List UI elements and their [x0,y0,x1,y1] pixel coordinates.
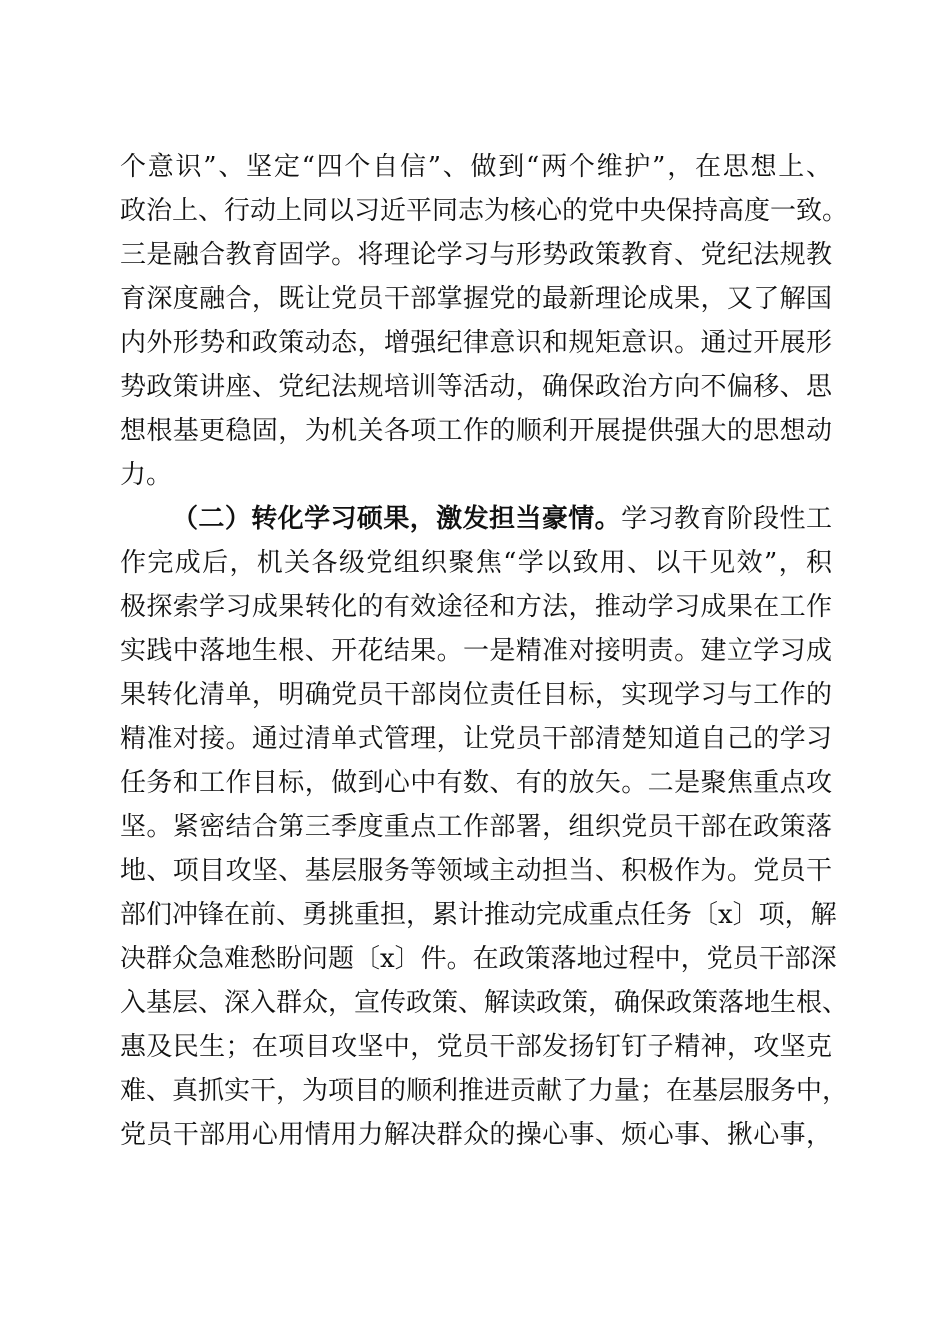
text-line: 坚。紧密结合第三季度重点工作部署，组织党员干部在政策落 [120,812,832,842]
text-line: 想根基更稳固，为机关各项工作的顺利开展提供强大的思想动 [120,416,832,446]
text-line: 决群众急难愁盼问题〔x〕件。在政策落地过程中，党员干部深 [120,944,837,974]
text-line: 入基层、深入群众，宣传政策、解读政策，确保政策落地生根、 [120,988,849,1018]
text-line: 个意识”、坚定“四个自信”、做到“两个维护”，在思想上、 [120,152,832,182]
text-line: 实践中落地生根、开花结果。一是精准对接明责。建立学习成 [120,636,832,666]
text-line: 部们冲锋在前、勇挑重担，累计推动完成重点任务〔x〕项，解 [120,900,837,930]
text-line: 党员干部用心用情用力解决群众的操心事、烦心事、揪心事， [120,1120,832,1150]
text-line: 政治上、行动上同以习近平同志为核心的党中央保持高度一致。 [120,196,849,226]
text-line: 育深度融合，既让党员干部掌握党的最新理论成果，又了解国 [120,284,832,314]
text-line: 惠及民生；在项目攻坚中，党员干部发扬钉钉子精神，攻坚克 [120,1032,832,1062]
text-line: 地、项目攻坚、基层服务等领域主动担当、积极作为。党员干 [120,856,832,886]
text-line: 任务和工作目标，做到心中有数、有的放矢。二是聚焦重点攻 [120,768,832,798]
text-line: 三是融合教育固学。将理论学习与形势政策教育、党纪法规教 [120,240,832,270]
section-heading: （二）转化学习硕果，激发担当豪情。 [172,504,622,534]
text-line: 作完成后，机关各级党组织聚焦“学以致用、以干见效”，积 [120,548,832,578]
text-line: 极探索学习成果转化的有效途径和方法，推动学习成果在工作 [120,592,832,622]
text-line: 力。 [120,460,173,490]
heading-line-text: 学习教育阶段性工 [621,504,832,534]
section-heading-line [172,497,832,541]
text-line: 精准对接。通过清单式管理，让党员干部清楚知道自己的学习 [120,724,832,754]
text-line: 势政策讲座、党纪法规培训等活动，确保政治方向不偏移、思 [120,372,832,402]
text-line: 内外形势和政策动态，增强纪律意识和规矩意识。通过开展形 [120,328,832,358]
text-line: 难、真抓实干，为项目的顺利推进贡献了力量；在基层服务中， [120,1076,849,1106]
text-line: 果转化清单，明确党员干部岗位责任目标，实现学习与工作的 [120,680,832,710]
